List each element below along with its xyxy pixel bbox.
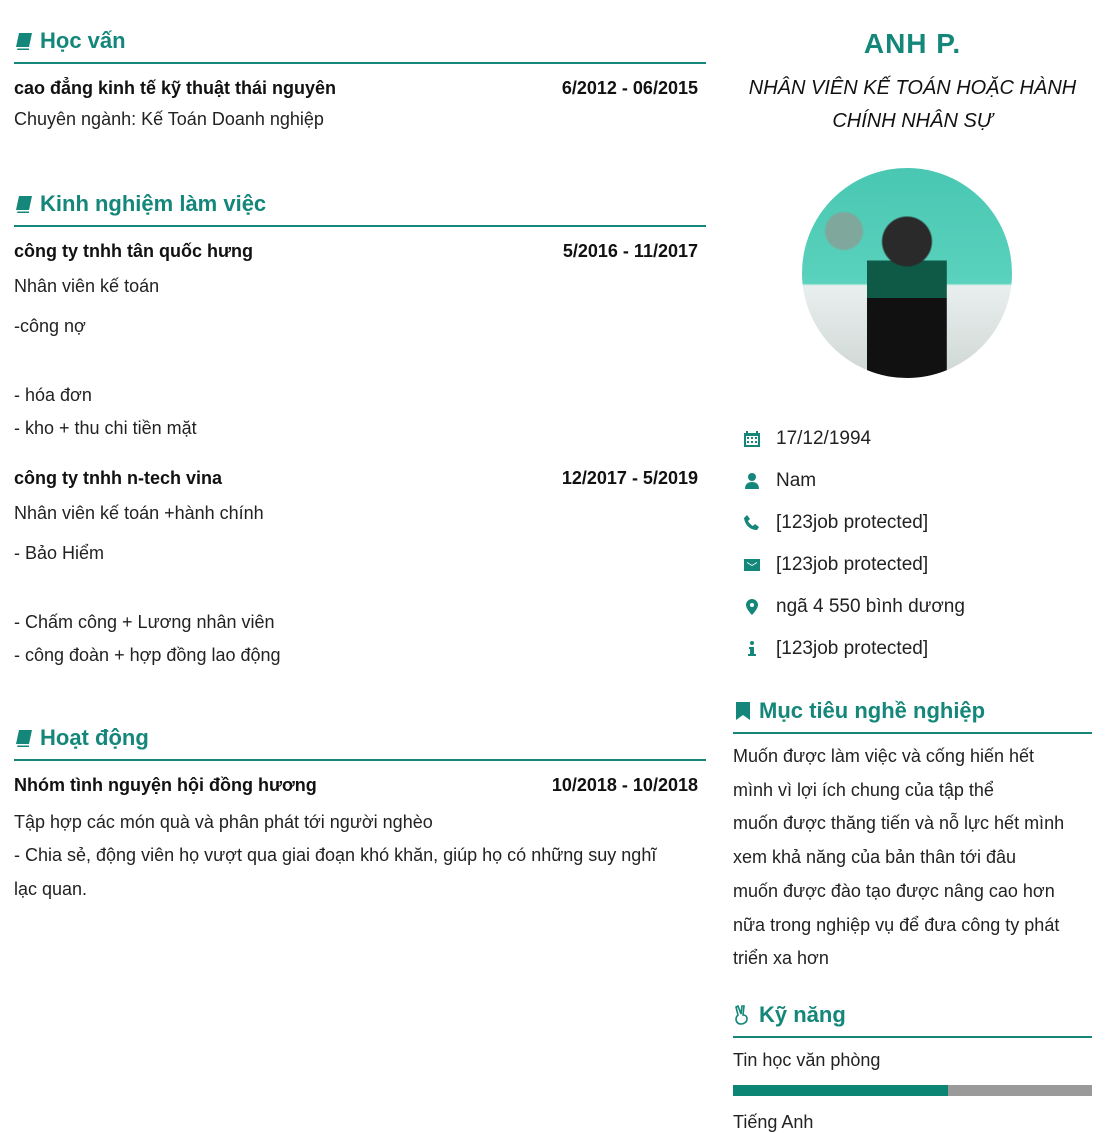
sidebar-column	[733, 0, 1092, 1133]
activity-line: - Chia sẻ, động viên họ vượt qua giai đoạn khó khăn, giúp họ có những suy nghĩ	[14, 845, 657, 865]
skills-section	[733, 1002, 1092, 1133]
job-line: - Bảo Hiểm	[14, 542, 105, 563]
school-name: cao đẳng kinh tế kỹ thuật thái nguyên	[14, 78, 337, 98]
experience-item-header	[14, 241, 706, 262]
objective-heading: Mục tiêu nghề nghiệp	[733, 698, 1092, 734]
job-line: -công nợ	[14, 315, 86, 336]
phone-icon	[743, 514, 761, 532]
experience-item-header	[14, 468, 706, 489]
job-line: - kho + thu chi tiền mặt	[14, 418, 197, 438]
job-line: Nhân viên kế toán +hành chính	[14, 502, 264, 523]
blank-line	[14, 573, 706, 606]
experience-period: 5/2016 - 11/2017	[562, 240, 698, 261]
activities-heading: Hoạt động	[14, 725, 706, 761]
book-icon	[14, 728, 34, 748]
info-row: [123job protected]	[733, 628, 1092, 670]
experience-section	[14, 191, 706, 673]
company-name: công ty tnhh n-tech vina	[14, 467, 223, 488]
avatar	[802, 168, 1012, 378]
experience-heading: Kinh nghiệm làm việc	[14, 191, 706, 227]
phone-row: [123job protected]	[733, 502, 1092, 544]
blank-line	[14, 346, 706, 379]
contact-info	[733, 418, 1092, 670]
book-icon	[14, 31, 34, 51]
education-section	[14, 28, 706, 137]
book-icon	[14, 194, 34, 214]
user-icon	[743, 472, 761, 490]
envelope-icon	[743, 556, 761, 574]
address-row: ngã 4 550 bình dương	[733, 586, 1092, 628]
activity-period: 10/2018 - 10/2018	[551, 774, 698, 795]
activities-section	[14, 725, 706, 907]
education-item	[14, 78, 706, 99]
skill-progress-fill	[733, 1085, 948, 1096]
peace-hand-icon	[733, 1005, 753, 1025]
job-line: Nhân viên kế toán	[14, 275, 160, 296]
main-column	[14, 0, 706, 906]
experience-period: 12/2017 - 5/2019	[561, 467, 698, 488]
skill-label: Tiếng Anh	[733, 1111, 814, 1132]
objective-text: Muốn được làm việc và cống hiến hết mình vì lợi ích chung của tập thể muốn được thăng tiến và nỗ lực hết mình xem khả năng của bản thân tới đâu muốn được đào tạo được nâng cao hơn nữa trong nghiệp vụ để đưa công ty phát triển xa hơn	[733, 746, 1065, 969]
organization-name: Nhóm tình nguyện hội đồng hương	[14, 774, 317, 795]
skill-label: Tin học văn phòng	[733, 1049, 881, 1070]
activity-line: Tập hợp các món quà và phân phát tới người nghèo	[14, 811, 433, 832]
bookmark-icon	[733, 701, 753, 721]
skill-progress-bar	[733, 1085, 1092, 1096]
calendar-icon	[743, 430, 761, 448]
email-row: [123job protected]	[733, 544, 1092, 586]
skills-heading: Kỹ năng	[733, 1002, 1092, 1038]
company-name: công ty tnhh tân quốc hưng	[14, 240, 254, 261]
education-major: Chuyên ngành: Kế Toán Doanh nghiệp	[14, 109, 324, 129]
info-icon	[743, 640, 761, 658]
map-marker-icon	[743, 598, 761, 616]
objective-section	[733, 698, 1092, 976]
education-period: 6/2012 - 06/2015	[561, 78, 698, 98]
birthday-row: 17/12/1994	[733, 418, 1092, 460]
gender-row: Nam	[733, 460, 1092, 502]
activity-line: lạc quan.	[14, 878, 88, 899]
job-line: - công đoàn + hợp đồng lao động	[14, 645, 281, 665]
activity-item-header	[14, 775, 706, 796]
job-line: - Chấm công + Lương nhân viên	[14, 611, 275, 632]
job-line: - hóa đơn	[14, 384, 92, 405]
candidate-title: NHÂN VIÊN KẾ TOÁN HOẶC HÀNH CHÍNH NHÂN SỰ	[748, 77, 1077, 132]
candidate-name: ANH P.	[863, 28, 962, 59]
education-heading: Học vấn	[14, 28, 706, 64]
